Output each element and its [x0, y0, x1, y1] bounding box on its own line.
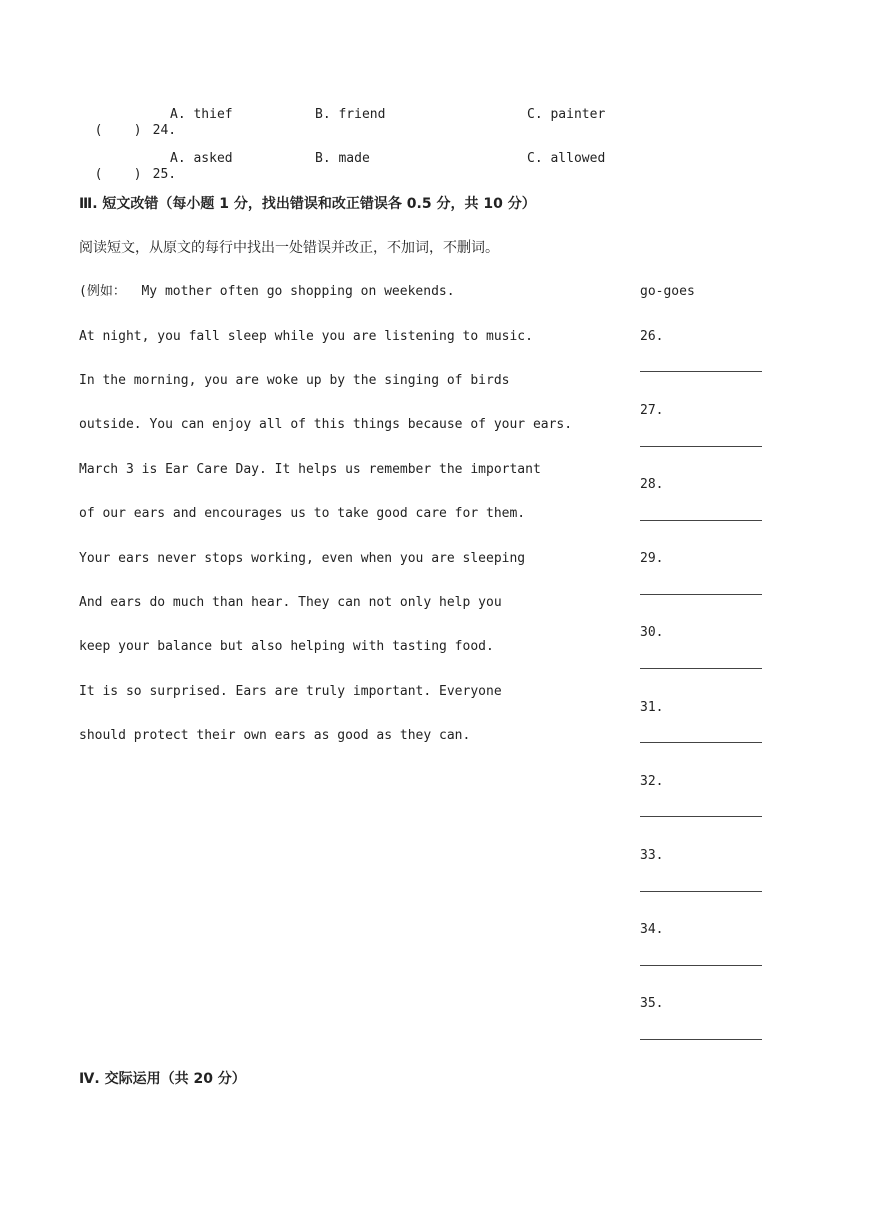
section-4-title: Ⅳ. 交际运用（共 20 分） [79, 1071, 246, 1087]
choice-24-b: B. friend [315, 107, 386, 122]
example-line: (例如： My mother often go shopping on weekends. [79, 284, 455, 299]
answer-number-27: 27. [640, 403, 664, 418]
answer-number-32: 32. [640, 774, 664, 789]
passage-line-2: In the morning, you are woke up by the singing of birds [79, 373, 510, 388]
answer-number-28: 28. [640, 477, 664, 492]
answer-number-35: 35. [640, 996, 664, 1011]
choice-row-25 [79, 151, 176, 183]
passage-line-4: March 3 is Ear Care Day. It helps us remember the important [79, 462, 541, 477]
passage-line-8: keep your balance but also helping with tasting food. [79, 639, 494, 654]
choice-row-24 [79, 107, 176, 139]
answer-blank-29[interactable] [640, 594, 762, 595]
answer-paren[interactable]: ( ) [94, 123, 142, 138]
answer-number-29: 29. [640, 551, 664, 566]
passage-line-1: At night, you fall sleep while you are listening to music. [79, 329, 533, 344]
answer-number-26: 26. [640, 329, 664, 344]
choice-24-c: C. painter [527, 107, 606, 122]
answer-blank-33[interactable] [640, 891, 762, 892]
answer-number-34: 34. [640, 922, 664, 937]
choice-25-c: C. allowed [527, 151, 606, 166]
section-3-instruction: 阅读短文，从原文的每行中找出一处错误并改正，不加词，不删词。 [79, 240, 499, 256]
passage-line-10: should protect their own ears as good as they can. [79, 728, 471, 743]
answer-blank-32[interactable] [640, 816, 762, 817]
question-number: 25. [152, 167, 177, 182]
passage-line-5: of our ears and encourages us to take good care for them. [79, 506, 526, 521]
answer-number-31: 31. [640, 700, 664, 715]
choice-24-a: A. thief [170, 107, 233, 122]
answer-blank-30[interactable] [640, 668, 762, 669]
passage-line-7: And ears do much than hear. They can not only help you [79, 595, 502, 610]
answer-blank-27[interactable] [640, 446, 762, 447]
answer-blank-31[interactable] [640, 742, 762, 743]
passage-line-9: It is so surprised. Ears are truly important. Everyone [79, 684, 502, 699]
answer-blank-26[interactable] [640, 371, 762, 372]
question-number: 24. [152, 123, 177, 138]
passage-line-3: outside. You can enjoy all of this things because of your ears. [79, 417, 573, 432]
answer-number-33: 33. [640, 848, 664, 863]
answer-blank-28[interactable] [640, 520, 762, 521]
choice-25-b: B. made [315, 151, 370, 166]
answer-blank-34[interactable] [640, 965, 762, 966]
example-answer: go-goes [640, 284, 695, 299]
section-3-title: Ⅲ. 短文改错（每小题 1 分，找出错误和改正错误各 0.5 分，共 10 分） [79, 196, 536, 212]
passage-line-6: Your ears never stops working, even when you are sleeping [79, 551, 526, 566]
choice-25-a: A. asked [170, 151, 233, 166]
answer-blank-35[interactable] [640, 1039, 762, 1040]
answer-number-30: 30. [640, 625, 664, 640]
answer-paren[interactable]: ( ) [94, 167, 142, 182]
